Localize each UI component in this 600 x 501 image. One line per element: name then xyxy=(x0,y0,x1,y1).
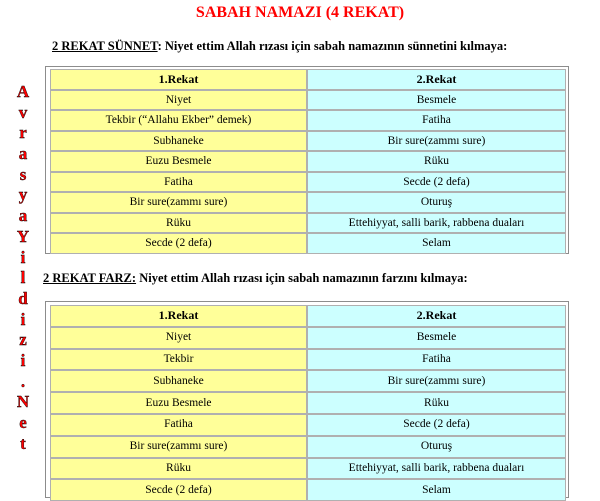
side-letter: A xyxy=(16,82,30,101)
second-rekat-step: Fatiha xyxy=(307,110,566,131)
table-row xyxy=(50,131,566,152)
rekat-table-farz xyxy=(50,305,566,501)
side-watermark-text xyxy=(14,82,32,454)
table-row xyxy=(50,349,566,371)
first-rekat-step: Niyet xyxy=(50,90,307,111)
side-letter: N xyxy=(16,392,30,412)
first-rekat-step: Secde (2 defa) xyxy=(50,479,307,501)
column-header-first-rekat: 1.Rekat xyxy=(50,305,307,327)
first-rekat-step: Bir sure(zammı sure) xyxy=(50,192,307,213)
side-letter: Y xyxy=(16,226,30,246)
first-rekat-step: Tekbir (“Allahu Ekber” demek) xyxy=(50,110,307,131)
second-rekat-step: Oturuş xyxy=(307,436,566,458)
second-rekat-step: Selam xyxy=(307,479,566,501)
section-label: 2 REKAT SÜNNET xyxy=(52,39,158,53)
side-letter: i xyxy=(20,350,26,370)
table-body xyxy=(50,90,566,254)
side-letter: i xyxy=(20,247,26,267)
second-rekat-step: Ettehiyyat, salli barik, rabbena duaları xyxy=(307,213,566,234)
second-rekat-step: Fatiha xyxy=(307,349,566,371)
column-header-second-rekat: 2.Rekat xyxy=(307,69,566,90)
first-rekat-step: Niyet xyxy=(50,327,307,349)
table-header-row xyxy=(50,69,566,90)
page-title: SABAH NAMAZI (4 REKAT) xyxy=(195,4,405,21)
side-letter: . xyxy=(20,371,26,391)
table-row xyxy=(50,151,566,172)
first-rekat-step: Tekbir xyxy=(50,349,307,371)
side-letter: i xyxy=(20,309,26,329)
second-rekat-step: Besmele xyxy=(307,90,566,111)
first-rekat-step: Fatiha xyxy=(50,172,307,193)
side-letter: e xyxy=(19,413,27,432)
side-letter: y xyxy=(18,185,28,205)
first-rekat-step: Subhaneke xyxy=(50,370,307,392)
table-row xyxy=(50,110,566,131)
table-row xyxy=(50,370,566,392)
second-rekat-step: Secde (2 defa) xyxy=(307,414,566,436)
first-rekat-step: Fatiha xyxy=(50,414,307,436)
side-letter: l xyxy=(20,268,26,288)
section-heading-sunnet xyxy=(52,38,507,54)
section-label: 2 REKAT FARZ: xyxy=(43,271,137,285)
table-header-row xyxy=(50,305,566,327)
second-rekat-step: Selam xyxy=(307,233,566,254)
table-row xyxy=(50,90,566,111)
first-rekat-step: Rüku xyxy=(50,458,307,480)
first-rekat-step: Euzu Besmele xyxy=(50,392,307,414)
second-rekat-step: Ettehiyyat, salli barik, rabbena duaları xyxy=(307,458,566,480)
first-rekat-step: Subhaneke xyxy=(50,131,307,152)
side-letter: t xyxy=(20,433,26,453)
table-row xyxy=(50,479,566,501)
second-rekat-step: Bir sure(zammı sure) xyxy=(307,131,566,152)
table-row xyxy=(50,436,566,458)
section-intention-text: Niyet ettim Allah rızası için sabah namazının farzını kılmaya: xyxy=(136,271,468,285)
first-rekat-step: Bir sure(zammı sure) xyxy=(50,436,307,458)
section-heading-farz xyxy=(43,270,468,286)
first-rekat-step: Secde (2 defa) xyxy=(50,233,307,254)
second-rekat-step: Secde (2 defa) xyxy=(307,172,566,193)
table-row xyxy=(50,172,566,193)
second-rekat-step: Oturuş xyxy=(307,192,566,213)
rekat-table-sunnet xyxy=(50,69,566,254)
table-row xyxy=(50,233,566,254)
section-intention-text: : Niyet ettim Allah rızası için sabah namazının sünnetini kılmaya: xyxy=(157,39,508,53)
table-row xyxy=(50,414,566,436)
side-letter: z xyxy=(19,330,27,350)
table-row xyxy=(50,392,566,414)
column-header-first-rekat: 1.Rekat xyxy=(50,69,307,90)
side-letter: d xyxy=(18,288,28,308)
column-header-second-rekat: 2.Rekat xyxy=(307,305,566,327)
table-body xyxy=(50,327,566,501)
second-rekat-step: Besmele xyxy=(307,327,566,349)
second-rekat-step: Bir sure(zammı sure) xyxy=(307,370,566,392)
table-row xyxy=(50,192,566,213)
table-row xyxy=(50,213,566,234)
second-rekat-step: Rüku xyxy=(307,151,566,172)
first-rekat-step: Rüku xyxy=(50,213,307,234)
table-row xyxy=(50,327,566,349)
table-row xyxy=(50,458,566,480)
second-rekat-step: Rüku xyxy=(307,392,566,414)
side-letter: a xyxy=(18,144,28,164)
side-letter: a xyxy=(18,206,28,226)
side-letter: v xyxy=(18,102,28,122)
first-rekat-step: Euzu Besmele xyxy=(50,151,307,172)
side-letter: r xyxy=(19,123,27,143)
side-letter: s xyxy=(19,164,27,184)
